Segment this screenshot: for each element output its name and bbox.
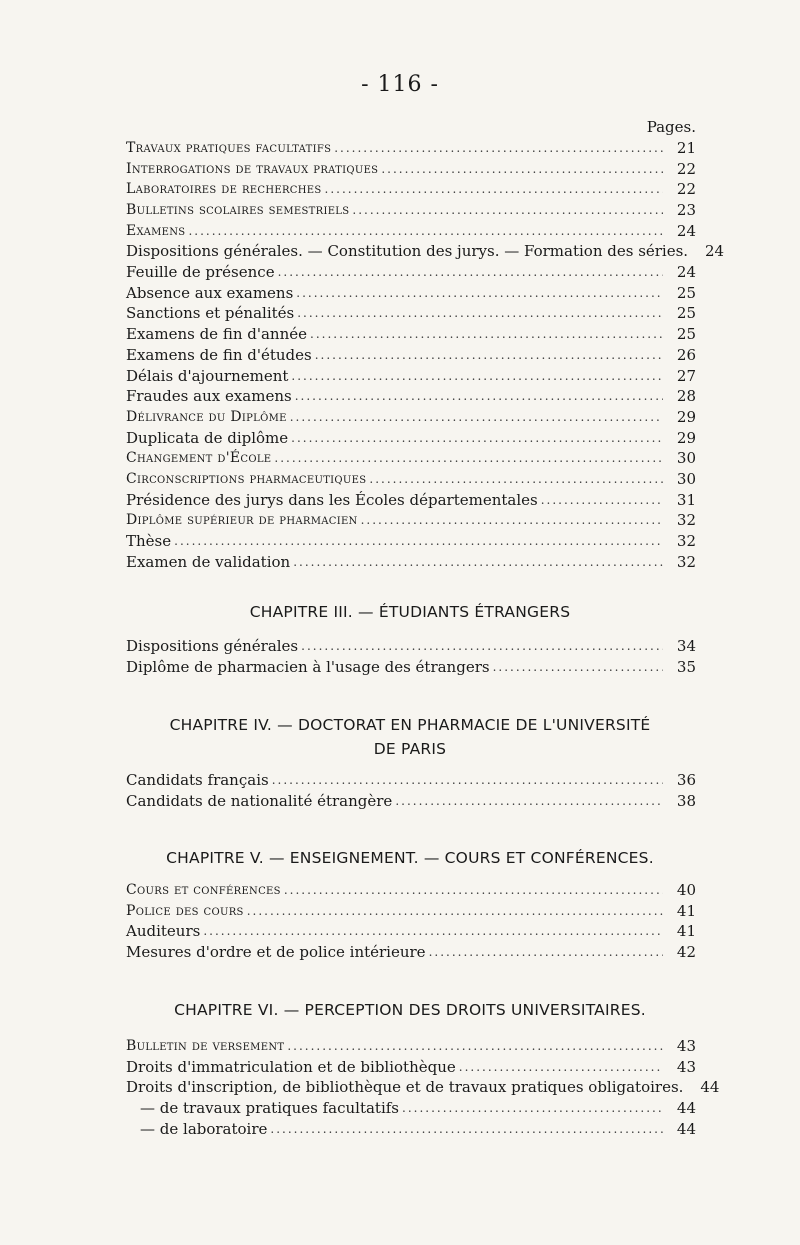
toc-entry	[126, 636, 696, 657]
toc-entry	[126, 407, 696, 428]
toc-entry-page-number: 26	[676, 345, 696, 364]
toc-entry-page-number: 25	[676, 304, 696, 323]
dot-leader	[334, 138, 663, 159]
toc-entry	[126, 901, 696, 922]
toc-entry-page-number: 35	[676, 657, 696, 676]
toc-entry	[126, 469, 696, 490]
toc-entry-label: Sanctions et pénalités	[126, 304, 295, 323]
toc-entry-page-number: 41	[676, 901, 696, 920]
toc-entry-page-number: 31	[676, 490, 696, 509]
toc-entry	[126, 1036, 696, 1057]
toc-entry-label: Interrogations de travaux pratiques	[126, 160, 379, 177]
chapter-5-heading: CHAPITRE V. — ENSEIGNEMENT. — COURS ET CONFÉRENCES.	[166, 849, 654, 867]
toc-entry	[126, 1119, 696, 1140]
chapter-3-heading: CHAPITRE III. — ÉTUDIANTS ÉTRANGERS	[249, 603, 571, 621]
dot-leader	[270, 1119, 663, 1140]
toc-entry-page-number: 44	[700, 1078, 720, 1097]
toc-entry-label: Dispositions générales	[126, 636, 299, 655]
toc-entry-page-number: 28	[676, 387, 696, 406]
dot-leader	[188, 221, 663, 242]
toc-entry-label: Cours et conférences	[126, 881, 281, 898]
toc-entry-page-number: 24	[704, 242, 725, 261]
dot-leader	[278, 262, 663, 283]
toc-entry-label: Police des cours	[126, 902, 244, 919]
toc-entry-label: Absence aux examens	[126, 283, 294, 302]
dot-leader	[203, 921, 663, 942]
toc-entry-label: Examens de fin d'études	[126, 345, 312, 364]
toc-entry	[126, 770, 696, 791]
toc-entry-page-number: 25	[676, 283, 696, 302]
toc-entry-page-number: 24	[676, 263, 696, 282]
toc-entry	[126, 448, 696, 469]
toc-entry-page-number: 32	[676, 511, 696, 530]
toc-section-chapter-3	[126, 636, 696, 677]
dot-leader	[287, 1036, 663, 1057]
toc-list-chapter-4	[126, 770, 696, 811]
toc-entry	[126, 880, 696, 901]
toc-entry-label: — de laboratoire	[140, 1119, 268, 1138]
toc-entry	[126, 138, 696, 159]
toc-entry-page-number: 43	[676, 1036, 696, 1055]
toc-entry	[126, 221, 696, 242]
dot-leader	[402, 1098, 663, 1119]
toc-section-chapter-5	[126, 880, 696, 963]
chapter-4-heading-line-1: CHAPITRE IV. — DOCTORAT EN PHARMACIE DE L'UNIVERSITÉ	[169, 716, 651, 734]
toc-list-chapter-3	[126, 636, 696, 677]
toc-entry-label: Délivrance du Diplôme	[126, 408, 287, 425]
toc-entry-label: Bulletins scolaires semestriels	[126, 202, 350, 219]
toc-entry-label: Examens	[126, 222, 186, 239]
toc-entry	[126, 1057, 696, 1078]
toc-list-chapter-5	[126, 880, 696, 963]
dot-leader	[541, 490, 663, 511]
toc-entry-label: Fraudes aux examens	[126, 387, 292, 406]
dot-leader	[247, 901, 663, 922]
toc-entry-page-number: 32	[676, 532, 696, 551]
toc-entry-label: Laboratoires de recherches	[126, 181, 322, 198]
toc-entry-label: Dispositions générales. — Constitution des jurys. — Formation des séries.	[126, 242, 689, 261]
toc-entry-page-number: 44	[676, 1099, 696, 1118]
toc-entry-label: Diplôme de pharmacien à l'usage des étrangers	[126, 657, 490, 676]
toc-entry-page-number: 23	[676, 201, 696, 220]
toc-entry	[126, 241, 725, 262]
toc-entry-label: Diplôme supérieur de pharmacien	[126, 512, 358, 529]
toc-entry-label: Changement d'École	[126, 450, 272, 467]
dot-leader	[290, 407, 663, 428]
toc-list-chapter-6	[126, 1036, 720, 1139]
toc-entry-label: Délais d'ajournement	[126, 366, 289, 385]
toc-entry-page-number: 29	[676, 428, 696, 447]
toc-entry-label: Circonscriptions pharmaceutiques	[126, 470, 367, 487]
toc-entry-page-number: 32	[676, 552, 696, 571]
toc-section-top	[126, 116, 725, 572]
toc-entry-label: Travaux pratiques facultatifs	[126, 139, 332, 156]
toc-entry-label: Mesures d'ordre et de police intérieure	[126, 943, 426, 962]
dot-leader	[284, 880, 663, 901]
dot-leader	[369, 469, 663, 490]
toc-section-chapter-4	[126, 770, 696, 811]
toc-entry-page-number: 40	[676, 880, 696, 899]
toc-entry-label: Candidats de nationalité étrangère	[126, 791, 393, 810]
dot-leader	[493, 657, 663, 678]
dot-leader	[295, 386, 663, 407]
dot-leader	[429, 942, 663, 963]
toc-entry	[126, 262, 696, 283]
dot-leader	[296, 283, 663, 304]
toc-section-chapter-6	[126, 1036, 720, 1139]
chapter-4-heading	[140, 713, 680, 761]
dot-leader	[297, 303, 663, 324]
toc-entry-page-number: 27	[676, 366, 696, 385]
dot-leader	[459, 1057, 663, 1078]
toc-entry	[126, 942, 696, 963]
toc-entry	[126, 552, 696, 573]
toc-entry	[126, 366, 696, 387]
toc-entry-page-number: 36	[676, 770, 696, 789]
toc-entry-label: Feuille de présence	[126, 263, 275, 282]
toc-entry-label: Thèse	[126, 532, 172, 551]
dot-leader	[315, 345, 663, 366]
dot-leader	[310, 324, 663, 345]
toc-entry-page-number: 38	[676, 791, 696, 810]
toc-entry	[126, 531, 696, 552]
toc-entry	[126, 304, 696, 325]
toc-entry	[126, 386, 696, 407]
toc-entry-label: Examen de validation	[126, 552, 291, 571]
toc-entry-page-number: 30	[676, 469, 696, 488]
dot-leader	[272, 770, 663, 791]
toc-entry	[126, 657, 696, 678]
dot-leader	[174, 531, 663, 552]
dot-leader	[395, 791, 663, 812]
dot-leader	[352, 200, 663, 221]
toc-entry	[126, 428, 696, 449]
dot-leader	[291, 366, 663, 387]
toc-entry-page-number: 43	[676, 1057, 696, 1076]
toc-entry	[126, 179, 696, 200]
toc-entry-label: Duplicata de diplôme	[126, 428, 289, 447]
dot-leader	[325, 179, 663, 200]
toc-entry	[126, 1098, 696, 1119]
toc-entry	[126, 490, 696, 511]
toc-entry	[126, 324, 696, 345]
toc-entry-page-number: 22	[676, 159, 696, 178]
toc-entry-label: Droits d'immatriculation et de bibliothèque	[126, 1057, 456, 1076]
toc-entry-label: Bulletin de versement	[126, 1037, 285, 1054]
dot-leader	[291, 428, 663, 449]
toc-entry	[126, 345, 696, 366]
toc-entry-label: Droits d'inscription, de bibliothèque et de travaux pratiques obligatoires.	[126, 1078, 684, 1097]
toc-entry	[126, 200, 696, 221]
dot-leader	[274, 448, 663, 469]
page-number: - 116 -	[361, 72, 439, 97]
toc-entry-page-number: 42	[676, 943, 696, 962]
toc-entry-label: Candidats français	[126, 770, 269, 789]
toc-entry-page-number: 22	[676, 180, 696, 199]
dot-leader	[301, 636, 663, 657]
toc-entry	[126, 510, 696, 531]
toc-entry	[126, 921, 696, 942]
toc-entry-page-number: 34	[676, 636, 696, 655]
toc-entry-page-number: 24	[676, 221, 696, 240]
toc-entry-page-number: 41	[676, 922, 696, 941]
toc-entry	[126, 159, 696, 180]
toc-entry-page-number: 30	[676, 449, 696, 468]
dot-leader	[293, 552, 663, 573]
toc-entry-page-number: 25	[676, 325, 696, 344]
pages-column-header: Pages.	[646, 118, 696, 136]
chapter-4-heading-line-2: DE PARIS	[373, 740, 447, 758]
dot-leader	[381, 159, 663, 180]
toc-entry-label: Auditeurs	[126, 922, 201, 941]
toc-entry-page-number: 29	[676, 407, 696, 426]
toc-entry-page-number: 44	[676, 1119, 696, 1138]
toc-entry-label: Présidence des jurys dans les Écoles départementales	[126, 490, 538, 509]
toc-entry-label: — de travaux pratiques facultatifs	[140, 1099, 400, 1118]
toc-entry	[126, 283, 696, 304]
toc-entry-label: Examens de fin d'année	[126, 325, 308, 344]
toc-list-top	[126, 138, 725, 572]
toc-entry-page-number: 21	[676, 138, 696, 157]
chapter-6-heading: CHAPITRE VI. — PERCEPTION DES DROITS UNIVERSITAIRES.	[174, 1001, 646, 1019]
toc-entry	[126, 791, 696, 812]
toc-entry	[126, 1077, 720, 1098]
dot-leader	[361, 510, 663, 531]
